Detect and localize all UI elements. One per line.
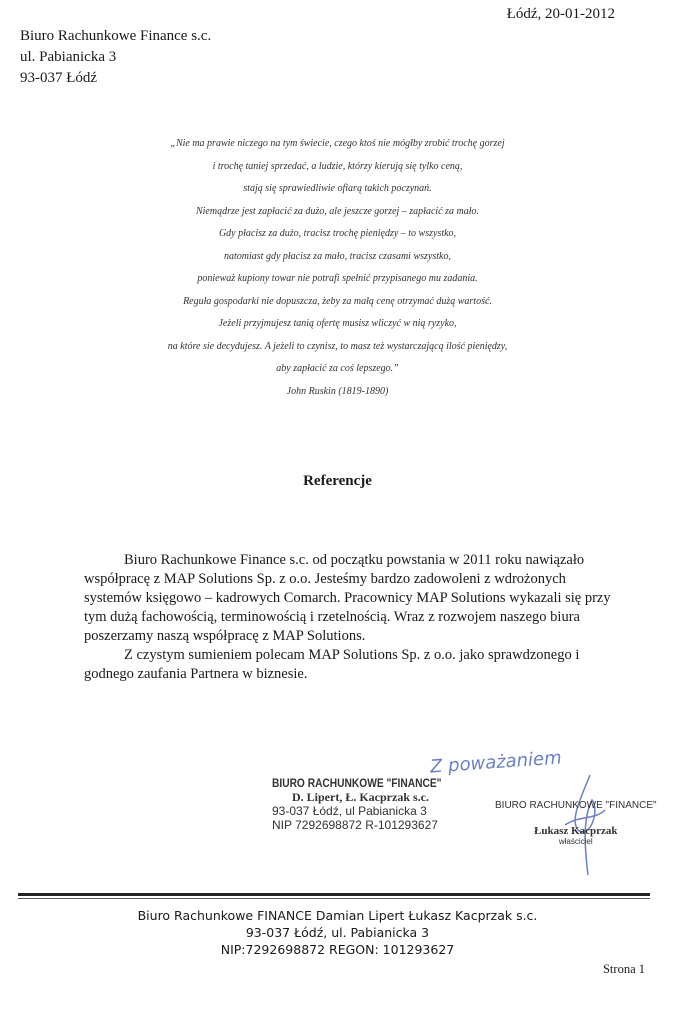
quote-line: na które sie decydujesz. A jeżeli to czynisz, to masz też wystarczającą ilość pieniędzy,	[167, 340, 508, 352]
quote-line: i trochę taniej sprzedać, a ludzie, którzy kierują się tylko ceną,	[212, 160, 463, 172]
sender-line: Biuro Rachunkowe Finance s.c.	[20, 28, 212, 44]
quote-line: ponieważ kupiony towar nie potrafi spełnić przypisanego mu zadania.	[197, 273, 478, 284]
quote-line: natomiast gdy płacisz za mało, tracisz czasami wszystko,	[224, 250, 451, 262]
sender-line: 93-037 Łódź	[20, 70, 98, 86]
company-stamp	[272, 776, 471, 832]
body-paragraph: Biuro Rachunkowe Finance s.c. od początku powstania w 2011 roku nawiązało współpracę z MAP Solutions Sp. z o.o. Jesteśmy bardzo zadowoleni z wdrożonych systemów księgowo – kadrowych Comarch. Pracownicy MAP Solutions wykazali się przy tym dużą fachowością, terminowością i rzetelnością. Wraz z rozwojem naszego biura poszerzamy naszą współpracę z MAP Solutions.	[84, 552, 611, 644]
stamp-line: 93-037 Łódź, ul Pabianicka 3	[272, 804, 427, 818]
quote-line: „Nie ma prawie niczego na tym świecie, czego ktoś nie mógłby zrobić trochę gorzej	[170, 138, 505, 149]
stamp-line: BIURO RACHUNKOWE "FINANCE"	[272, 776, 442, 790]
handwritten-closing: Z poważaniem	[429, 747, 563, 778]
sender-line: ul. Pabianicka 3	[20, 49, 117, 65]
footer-line: 93-037 Łódź, ul. Pabianicka 3	[245, 925, 430, 940]
quote-author: John Ruskin (1819-1890)	[286, 386, 389, 397]
quote-line: Reguła gospodarki nie dopuszcza, żeby za małą cenę otrzymać dużą wartość.	[183, 295, 492, 307]
footer-line: Biuro Rachunkowe FINANCE Damian Lipert Łukasz Kacprzak s.c.	[137, 908, 538, 923]
stamp-line: NIP 7292698872 R-101293627	[272, 818, 438, 832]
footer-divider	[18, 893, 650, 896]
letter-date: Łódź, 20-01-2012	[506, 6, 615, 22]
quote-block	[0, 133, 675, 381]
owner-stamp	[495, 800, 657, 846]
page-number: Strona 1	[602, 962, 645, 976]
letter-body	[84, 551, 614, 684]
stamp-role: właściciel	[558, 837, 593, 846]
footer-line: NIP:7292698872 REGON: 101293627	[220, 942, 455, 957]
quote-line: Jeżeli przyjmujesz tanią ofertę musisz wliczyć w nią ryzyko,	[218, 318, 457, 329]
stamp-line: D. Lipert, Ł. Kacprzak s.c.	[292, 790, 429, 804]
sender-address	[20, 26, 211, 89]
footer	[0, 907, 675, 958]
stamp-name: Łukasz Kacprzak	[534, 825, 618, 837]
body-paragraph: Z czystym sumieniem polecam MAP Solutions Sp. z o.o. jako sprawdzonego i godnego zaufania Partnera w biznesie.	[84, 647, 580, 682]
document-title: Referencje	[303, 473, 372, 489]
footer-divider	[18, 898, 650, 899]
stamp-header: BIURO RACHUNKOWE "FINANCE"	[495, 800, 657, 811]
quote-line: Gdy płacisz za dużo, tracisz trochę pieniędzy – to wszystko,	[218, 228, 457, 239]
quote-line: stają się sprawiedliwie ofiarą takich poczynań.	[243, 183, 432, 194]
quote-line: aby zapłacić za coś lepszego.”	[276, 363, 399, 374]
quote-line: Niemądrze jest zapłacić za dużo, ale jeszcze gorzej – zapłacić za mało.	[195, 205, 480, 217]
